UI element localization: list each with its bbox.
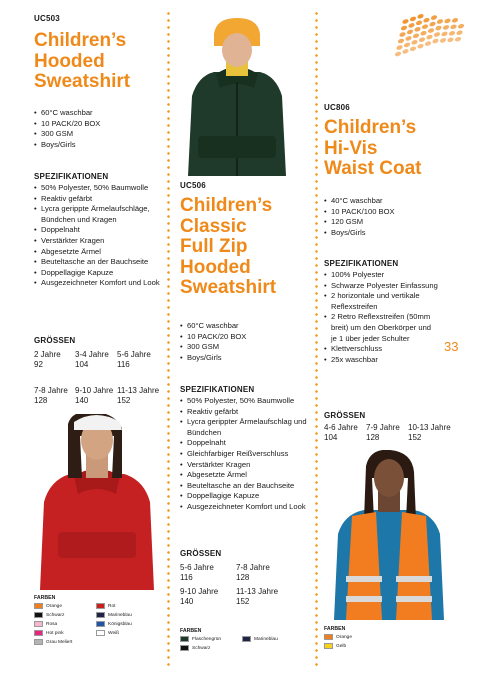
spec-list: • 60°C waschbar • 10 PACK/20 BOX • 300 GSM • Boys/Girls: [34, 108, 162, 150]
swatch-color: [324, 643, 333, 649]
swatch-color: [324, 634, 333, 640]
feature-list: • 50% Polyester, 50% Baumwolle • Reaktiv gefärbt • Lycra gerippte Ärmelaufschläge, Bündchen und Kragen • Doppelnaht • Verstärkter Kragen • Abgesetzte Ärmel • Beuteltasche an der Bauchseite • Doppellagige Kapuze • Ausgezeichneter Komfort und Look: [34, 183, 164, 289]
color-swatch: Rosa: [34, 621, 90, 627]
decorative-dot: [429, 21, 437, 27]
decorative-dot: [439, 37, 447, 43]
size-cell: 5-6 Jahre 116: [180, 563, 214, 583]
color-swatch: Orange: [34, 603, 90, 609]
color-swatch-list: [180, 636, 298, 651]
decorative-dot: [411, 39, 419, 45]
colors-heading: FARBEN: [180, 628, 202, 634]
swatch-color: [34, 630, 43, 636]
size-cell: 9-10 Jahre 140: [75, 385, 114, 406]
decorative-dot: [402, 48, 410, 54]
decorative-dot: [399, 31, 407, 37]
colors-heading: FARBEN: [34, 595, 56, 601]
color-swatch: Orange: [324, 634, 384, 640]
decorative-dot: [444, 18, 452, 24]
color-swatch-list: [324, 634, 384, 649]
spec-heading: SPEZIFIKATIONEN: [34, 172, 109, 181]
size-cell: 10-13 Jahre 152: [408, 423, 451, 443]
color-swatch: Grau Meliert: [34, 639, 90, 645]
decorative-dot: [441, 31, 449, 37]
size-cell: 7-9 Jahre 128: [366, 423, 400, 443]
decorative-dot: [403, 42, 411, 48]
size-table: [34, 350, 165, 407]
swatch-color: [34, 603, 43, 609]
size-cell: 7-8 Jahre 128: [236, 563, 270, 583]
sizes-heading: GRÖSSEN: [34, 336, 76, 345]
product-code: UC503: [34, 14, 60, 23]
size-table: [324, 423, 464, 444]
decorative-dot: [409, 46, 417, 52]
size-cell: 2 Jahre 92: [34, 350, 61, 370]
swatch-color: [34, 612, 43, 618]
product-photo-red-hoodie: [30, 414, 164, 590]
size-cell: 5-6 Jahre 116: [117, 350, 151, 370]
decorative-dot: [394, 51, 402, 57]
decorative-dot: [451, 17, 459, 23]
decorative-dot: [396, 44, 404, 50]
column-divider-dots: [315, 10, 318, 667]
swatch-color: [180, 636, 189, 642]
color-swatch: Gelb: [324, 643, 384, 649]
swatch-color: [242, 636, 251, 642]
decorative-dot: [433, 31, 441, 37]
decorative-dot: [424, 40, 432, 46]
decorative-dot: [427, 27, 435, 33]
decorative-dot: [421, 24, 429, 30]
decorative-dot: [417, 43, 425, 49]
decorative-dot: [397, 38, 405, 44]
swatch-color: [34, 639, 43, 645]
decorative-dot: [450, 24, 458, 30]
color-swatch: Königsblau: [96, 621, 152, 627]
decorative-dot: [426, 34, 434, 40]
page-number: 33: [444, 339, 459, 354]
swatch-color: [96, 621, 105, 627]
color-swatch: Marineblau: [242, 636, 298, 642]
product-title: Children’s Hi-Vis Waist Coat: [324, 117, 422, 179]
decorative-dot: [414, 26, 422, 32]
size-table: [180, 563, 292, 608]
product-photo-green-zip-hoodie: [184, 16, 290, 176]
decorative-dot: [412, 33, 420, 39]
decorative-dot: [402, 18, 410, 24]
feature-list: • 50% Polyester, 50% Baumwolle • Reaktiv gefärbt • Lycra gerippter Ärmelaufschlag und Bündchen • Doppelnaht • Gleichfarbiger Reißverschluss • Verstärkter Kragen • Abgesetzte Ärmel • Beuteltasche an der Bauchseite • Doppellagige Kapuze • Ausgezeichneter Komfort und Look: [180, 396, 314, 513]
color-swatch: Marineblau: [96, 612, 152, 618]
swatch-color: [96, 603, 105, 609]
size-cell: 9-10 Jahre 140: [180, 586, 219, 607]
decorative-dot: [432, 38, 440, 44]
decorative-dot: [408, 22, 416, 28]
decorative-dot: [430, 14, 438, 20]
decorative-dot: [454, 36, 462, 42]
spec-list: • 40°C waschbar • 10 PACK/100 BOX • 120 GSM • Boys/Girls: [324, 196, 474, 238]
sizes-heading: GRÖSSEN: [324, 411, 366, 420]
product-code: UC806: [324, 103, 350, 112]
size-cell: 7-8 Jahre 128: [34, 385, 68, 406]
decorative-dot: [456, 30, 464, 36]
color-swatch: Weiß: [96, 630, 152, 636]
color-swatch: Flaschengrün: [180, 636, 236, 642]
size-cell: 3-4 Jahre 104: [75, 350, 109, 370]
decorative-dot: [420, 30, 428, 36]
decorative-dot: [448, 30, 456, 36]
spec-list: • 60°C waschbar • 10 PACK/20 BOX • 300 GSM • Boys/Girls: [180, 321, 312, 363]
decorative-dot: [417, 14, 425, 19]
product-title: Children’s Classic Full Zip Hooded Sweatshirt: [180, 195, 277, 298]
decorative-dot: [406, 29, 414, 35]
decorative-dot: [415, 20, 423, 26]
decorative-dot: [457, 23, 464, 29]
color-swatch: Hot pink: [34, 630, 90, 636]
product-photo-hivis-vest: [326, 450, 452, 620]
colors-heading: FARBEN: [324, 626, 346, 632]
decorative-dot: [447, 37, 455, 43]
color-swatch: Rot: [96, 603, 152, 609]
sizes-heading: GRÖSSEN: [180, 549, 222, 558]
decorative-dot: [400, 25, 408, 31]
size-cell: 4-6 Jahre 104: [324, 423, 358, 443]
decorative-dot: [409, 16, 417, 22]
feature-list: • 100% Polyester • Schwarze Polyester Einfassung • 2 horizontale und vertikale Reflexstreifen • 2 Retro Reflexstreifen (50mm breit) um den Oberkörper und je 1 über jeder Schulter • Klettverschluss • 25x waschbar: [324, 270, 438, 365]
decorative-dot-pattern: [394, 14, 464, 60]
color-swatch: Schwarz: [180, 645, 236, 651]
decorative-dot: [405, 35, 413, 41]
color-swatch-list: [34, 603, 152, 645]
spec-heading: SPEZIFIKATIONEN: [180, 385, 255, 394]
swatch-color: [34, 621, 43, 627]
decorative-dot: [436, 18, 444, 24]
color-swatch: Schwarz: [34, 612, 90, 618]
swatch-color: [180, 645, 189, 651]
product-code: UC506: [180, 181, 206, 190]
swatch-color: [96, 612, 105, 618]
swatch-color: [96, 630, 105, 636]
size-cell: 11-13 Jahre 152: [236, 586, 279, 607]
spec-heading: SPEZIFIKATIONEN: [324, 259, 399, 268]
decorative-dot: [442, 24, 450, 30]
product-title: Children’s Hooded Sweatshirt: [34, 30, 131, 92]
column-divider-dots: [167, 10, 170, 667]
decorative-dot: [418, 37, 426, 43]
decorative-dot: [423, 17, 431, 23]
decorative-dot: [435, 25, 443, 31]
size-cell: 11-13 Jahre 152: [117, 385, 160, 406]
